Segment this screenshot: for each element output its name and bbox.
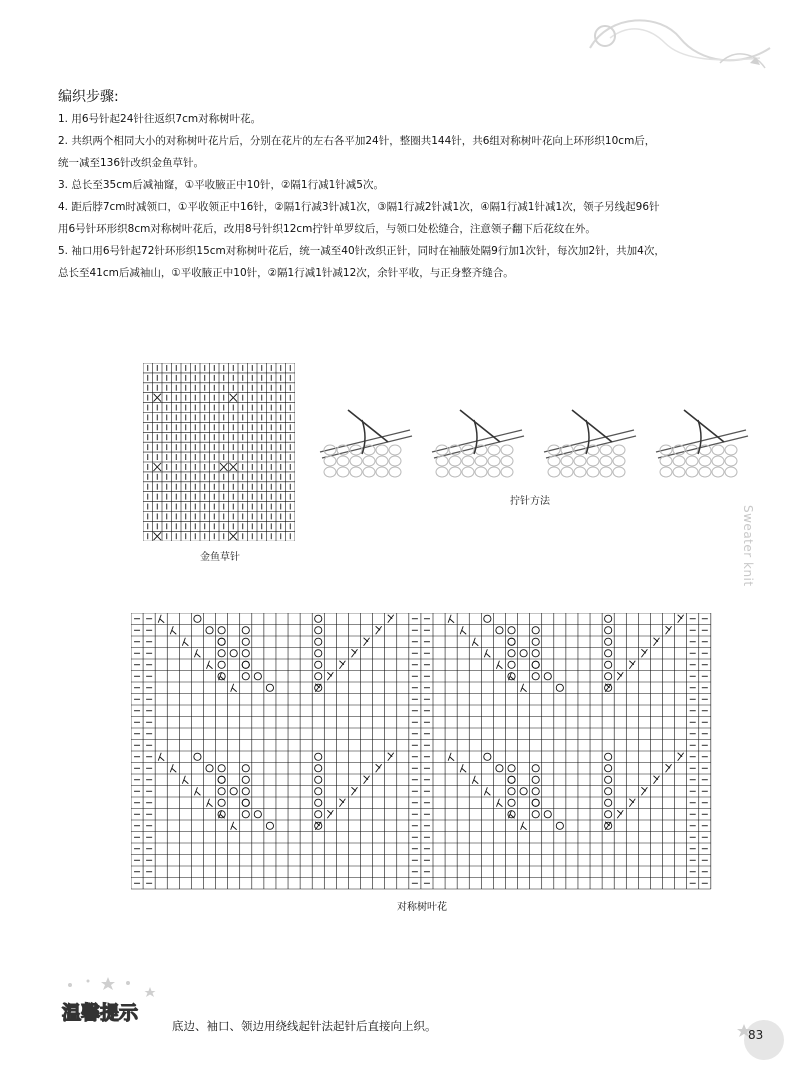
decrease-left-mark xyxy=(472,776,478,784)
decrease-left-mark xyxy=(194,649,200,657)
stitch-loop xyxy=(548,456,560,466)
yarn-over-mark xyxy=(532,627,539,634)
yarn-strand xyxy=(474,420,477,454)
decorative-swirl xyxy=(570,8,790,88)
stitch-loop xyxy=(686,467,698,477)
yarn-over-mark xyxy=(218,811,225,818)
stitch-loop xyxy=(488,467,500,477)
step-line: 2. 共织两个相同大小的对称树叶花片后，分别在花片的左右各平加24针，整圈共144针，共6组对称树叶花向上环形织10cm后， xyxy=(58,135,656,147)
stitch-loop xyxy=(561,467,573,477)
yarn-over-mark xyxy=(315,753,322,760)
stitch-loop xyxy=(389,456,401,466)
yarn-over-mark xyxy=(508,788,515,795)
stitch-loop xyxy=(488,456,500,466)
tip-logo xyxy=(58,975,168,1035)
stitch-loop xyxy=(613,467,625,477)
decrease-left-mark xyxy=(207,799,213,807)
stitch-loop xyxy=(475,467,487,477)
stitch-loop xyxy=(376,467,388,477)
decrease-right-mark xyxy=(388,615,394,623)
stitch-loop xyxy=(449,456,461,466)
yarn-over-mark xyxy=(218,776,225,783)
stitch-loop xyxy=(324,467,336,477)
decrease-left-mark xyxy=(448,615,454,623)
decrease-left-mark xyxy=(194,787,200,795)
stitch-loop xyxy=(389,467,401,477)
yarn-over-mark xyxy=(218,673,225,680)
decrease-right-mark xyxy=(388,753,394,761)
yarn-over-mark xyxy=(605,615,612,622)
yarn-over-mark xyxy=(194,753,201,760)
decrease-right-mark xyxy=(364,638,370,646)
stitch-loop xyxy=(574,456,586,466)
yarn-over-mark xyxy=(605,776,612,783)
yarn-over-mark xyxy=(556,822,563,829)
decrease-left-mark xyxy=(170,626,176,634)
stitch-loop xyxy=(600,467,612,477)
stitch-loop xyxy=(725,467,737,477)
yarn-over-mark xyxy=(315,776,322,783)
decrease-right-mark xyxy=(376,764,382,772)
decrease-right-mark xyxy=(351,649,357,657)
stitch-loop xyxy=(699,456,711,466)
step-line: 5. 袖口用6号针起72针环形织15cm对称树叶花后，统一减至40针改织正针，同时在袖腋处隔9行加1次针，每次加2针，共加4次， xyxy=(58,245,665,257)
stitch-loop xyxy=(350,456,362,466)
stitch-loop xyxy=(548,467,560,477)
page-heading: 编织步骤: xyxy=(58,89,119,105)
decrease-right-mark xyxy=(339,661,345,669)
yarn-over-mark xyxy=(218,765,225,772)
yarn-over-mark xyxy=(605,638,612,645)
twist-step-illustration xyxy=(544,410,636,477)
decrease-left-mark xyxy=(521,684,527,692)
stitch-loop xyxy=(436,467,448,477)
decrease-left-mark xyxy=(207,661,213,669)
yarn-over-mark xyxy=(315,799,322,806)
stitch-loop xyxy=(389,445,401,455)
decrease-left-mark xyxy=(158,753,164,761)
decrease-left-mark xyxy=(182,776,188,784)
step-line: 4. 距后脖7cm时减领口，①平收领正中16针，②隔1行减3针减1次，③隔1行减2针减1次，④隔1行减1针减1次，领子另线起96针 xyxy=(58,201,660,213)
stitch-loop xyxy=(462,467,474,477)
twist-step-illustration xyxy=(432,410,524,477)
yarn-over-mark xyxy=(496,765,503,772)
stitch-loop xyxy=(363,456,375,466)
yarn-over-mark xyxy=(242,765,249,772)
yarn-over-mark xyxy=(315,673,322,680)
yarn-over-mark xyxy=(532,638,539,645)
yarn-over-mark xyxy=(315,788,322,795)
yarn-over-mark xyxy=(315,811,322,818)
stitch-loop xyxy=(686,456,698,466)
stitch-loop xyxy=(501,445,513,455)
yarn-over-mark xyxy=(605,788,612,795)
leaf-caption: 对称树叶花 xyxy=(397,902,447,913)
decrease-right-mark xyxy=(678,615,684,623)
stitch-loop xyxy=(613,445,625,455)
stitch-loop xyxy=(376,445,388,455)
yarn-over-mark xyxy=(605,799,612,806)
decrease-right-mark xyxy=(641,649,647,657)
yarn-over-mark xyxy=(315,627,322,634)
stitch-loop xyxy=(501,467,513,477)
decrease-left-mark xyxy=(182,638,188,646)
working-needle xyxy=(348,410,388,442)
decrease-left-mark xyxy=(521,822,527,830)
stitch-loop xyxy=(376,456,388,466)
stitch-loop xyxy=(712,467,724,477)
decrease-right-mark xyxy=(617,810,623,818)
step-line: 3. 总长至35cm后减袖窿，①平收腋正中10针，②隔1行减1针减5次。 xyxy=(58,179,384,191)
yarn-over-mark xyxy=(242,650,249,657)
goldfish-caption: 金鱼草针 xyxy=(200,552,240,563)
twist-stitch-illustration xyxy=(318,400,758,490)
yarn-over-mark xyxy=(242,788,249,795)
stitch-loop xyxy=(699,467,711,477)
stitch-loop xyxy=(561,456,573,466)
decrease-left-mark xyxy=(448,753,454,761)
decrease-left-mark xyxy=(460,764,466,772)
step-line: 1. 用6号针起24针往返织7cm对称树叶花。 xyxy=(58,113,262,125)
decrease-left-mark xyxy=(231,822,237,830)
yarn-over-mark xyxy=(218,638,225,645)
stitch-loop xyxy=(725,456,737,466)
yarn-over-mark xyxy=(315,650,322,657)
yarn-over-mark xyxy=(532,811,539,818)
decrease-right-mark xyxy=(629,799,635,807)
yarn-over-mark xyxy=(605,753,612,760)
yarn-over-mark xyxy=(508,650,515,657)
step-line: 统一减至136针改织金鱼草针。 xyxy=(58,157,205,169)
decrease-left-mark xyxy=(158,615,164,623)
yarn-over-mark xyxy=(508,638,515,645)
decrease-left-mark xyxy=(472,638,478,646)
yarn-over-mark xyxy=(605,627,612,634)
decrease-left-mark xyxy=(484,787,490,795)
yarn-over-mark xyxy=(532,776,539,783)
decrease-right-mark xyxy=(629,661,635,669)
yarn-over-mark xyxy=(544,811,551,818)
yarn-over-mark xyxy=(605,661,612,668)
yarn-over-mark xyxy=(532,661,539,668)
yarn-over-mark xyxy=(532,788,539,795)
step-line: 总长至41cm后减袖山，①平收腋正中10针，②隔1行减1针减12次，余针平收，与正身整齐缝合。 xyxy=(58,267,514,279)
decrease-left-mark xyxy=(231,684,237,692)
stitch-loop xyxy=(337,456,349,466)
yarn-over-mark xyxy=(218,627,225,634)
working-needle xyxy=(572,410,612,442)
yarn-over-mark xyxy=(532,673,539,680)
stitch-loop xyxy=(449,467,461,477)
stitch-loop xyxy=(660,456,672,466)
yarn-over-mark xyxy=(508,765,515,772)
decrease-right-mark xyxy=(641,787,647,795)
yarn-over-mark xyxy=(532,765,539,772)
twist-step-illustration xyxy=(320,410,412,477)
stitch-loop xyxy=(673,456,685,466)
yarn-over-mark xyxy=(532,799,539,806)
yarn-over-mark xyxy=(230,788,237,795)
yarn-over-mark xyxy=(605,811,612,818)
yarn-over-mark xyxy=(508,811,515,818)
decrease-right-mark xyxy=(351,787,357,795)
steps-list xyxy=(58,108,758,284)
stitch-loop xyxy=(350,467,362,477)
yarn-over-mark xyxy=(520,788,527,795)
yarn-over-mark xyxy=(520,650,527,657)
stitch-loop xyxy=(613,456,625,466)
yarn-over-mark xyxy=(508,776,515,783)
yarn-over-mark xyxy=(218,661,225,668)
yarn-over-mark xyxy=(605,650,612,657)
yarn-over-mark xyxy=(230,650,237,657)
yarn-over-mark xyxy=(484,615,491,622)
yarn-strand xyxy=(586,420,589,454)
stitch-loop xyxy=(587,467,599,477)
decrease-right-mark xyxy=(678,753,684,761)
yarn-over-mark xyxy=(254,811,261,818)
decrease-right-mark xyxy=(653,776,659,784)
yarn-over-mark xyxy=(242,627,249,634)
twist-step-illustration xyxy=(656,410,748,477)
yarn-over-mark xyxy=(544,673,551,680)
decrease-right-mark xyxy=(364,776,370,784)
stitch-loop xyxy=(324,456,336,466)
decrease-right-mark xyxy=(666,764,672,772)
yarn-over-mark xyxy=(254,673,261,680)
yarn-over-mark xyxy=(605,765,612,772)
stitch-loop xyxy=(436,456,448,466)
working-needle xyxy=(684,410,724,442)
yarn-over-mark xyxy=(315,615,322,622)
page-number: 83 xyxy=(748,1028,764,1042)
stitch-loop xyxy=(600,445,612,455)
yarn-over-mark xyxy=(266,822,273,829)
stitch-loop xyxy=(574,467,586,477)
working-needle xyxy=(460,410,500,442)
stitch-loop xyxy=(501,456,513,466)
yarn-over-mark xyxy=(242,661,249,668)
stitch-loop xyxy=(673,467,685,477)
decrease-right-mark xyxy=(327,810,333,818)
decrease-left-mark xyxy=(496,799,502,807)
stitch-loop xyxy=(475,456,487,466)
yarn-over-mark xyxy=(532,650,539,657)
yarn-over-mark xyxy=(242,811,249,818)
yarn-over-mark xyxy=(508,661,515,668)
yarn-over-mark xyxy=(315,765,322,772)
decrease-left-mark xyxy=(460,626,466,634)
decrease-left-mark xyxy=(170,764,176,772)
decrease-left-mark xyxy=(496,661,502,669)
yarn-over-mark xyxy=(605,673,612,680)
stitch-loop xyxy=(363,467,375,477)
decrease-right-mark xyxy=(339,799,345,807)
stitch-loop xyxy=(337,467,349,477)
symmetric-leaf-chart xyxy=(131,613,713,893)
stitch-loop xyxy=(587,456,599,466)
goldfish-stitch-chart xyxy=(143,363,295,541)
decrease-right-mark xyxy=(653,638,659,646)
step-line: 用6号针环形织8cm对称树叶花后，改用8号针织12cm拧针单罗纹后，与领口处松缝合，注意领子翻下后花纹在外。 xyxy=(58,223,596,235)
decrease-right-mark xyxy=(327,672,333,680)
stitch-loop xyxy=(725,445,737,455)
yarn-over-mark xyxy=(508,673,515,680)
twist-caption: 拧针方法 xyxy=(510,496,550,507)
yarn-over-mark xyxy=(508,627,515,634)
stitch-loop xyxy=(712,456,724,466)
yarn-over-mark xyxy=(496,627,503,634)
yarn-over-mark xyxy=(206,765,213,772)
yarn-over-mark xyxy=(206,627,213,634)
yarn-over-mark xyxy=(218,788,225,795)
yarn-over-mark xyxy=(218,799,225,806)
yarn-over-mark xyxy=(242,776,249,783)
tip-text: 底边、袖口、领边用绕线起针法起针后直接向上织。 xyxy=(172,1019,437,1033)
yarn-over-mark xyxy=(242,673,249,680)
stitch-loop xyxy=(462,456,474,466)
yarn-strand xyxy=(362,420,365,454)
yarn-over-mark xyxy=(556,684,563,691)
stitch-loop xyxy=(660,467,672,477)
yarn-over-mark xyxy=(242,799,249,806)
yarn-strand xyxy=(698,420,701,454)
decrease-left-mark xyxy=(484,649,490,657)
yarn-over-mark xyxy=(242,638,249,645)
decrease-right-mark xyxy=(617,672,623,680)
yarn-over-mark xyxy=(194,615,201,622)
stitch-loop xyxy=(600,456,612,466)
yarn-over-mark xyxy=(218,650,225,657)
stitch-loop xyxy=(488,445,500,455)
decrease-right-mark xyxy=(376,626,382,634)
side-label: Sweater knit xyxy=(741,505,755,587)
yarn-over-mark xyxy=(266,684,273,691)
decrease-right-mark xyxy=(666,626,672,634)
tip-logo-text: 温馨提示 xyxy=(62,1002,139,1024)
stitch-loop xyxy=(712,445,724,455)
yarn-over-mark xyxy=(508,799,515,806)
yarn-over-mark xyxy=(315,638,322,645)
yarn-over-mark xyxy=(484,753,491,760)
yarn-over-mark xyxy=(315,661,322,668)
